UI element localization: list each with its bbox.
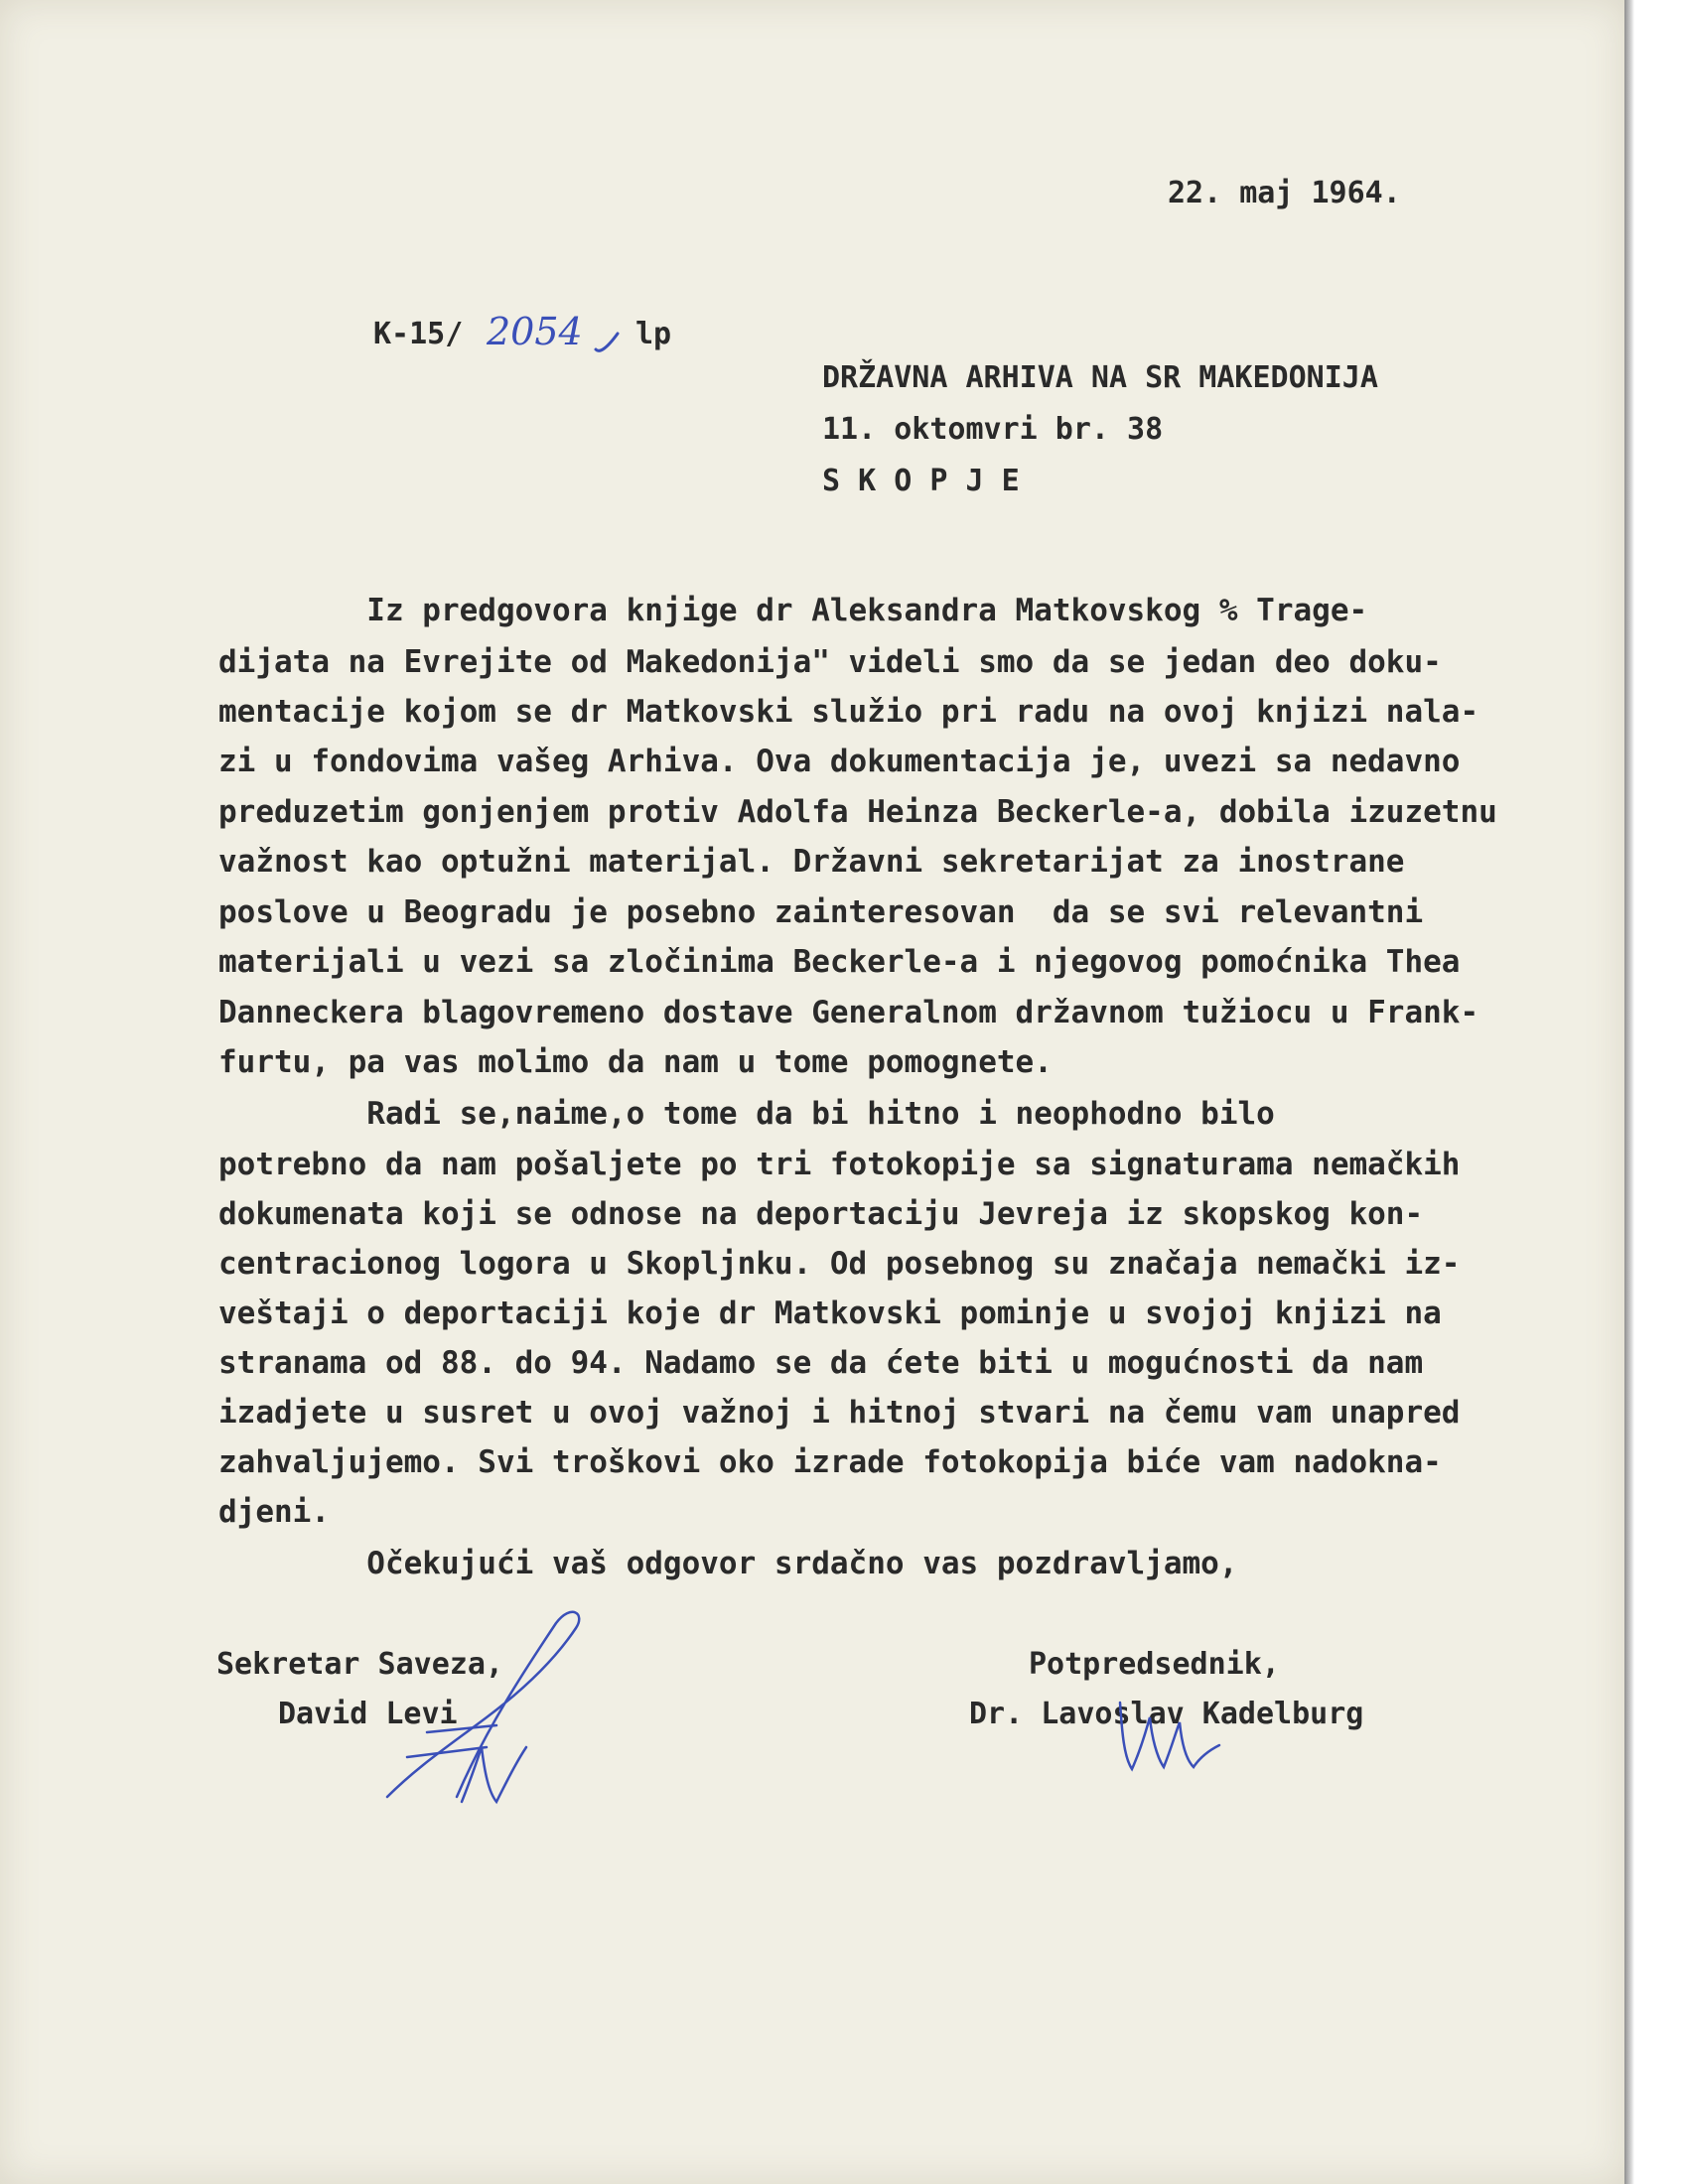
left-signatory-name: David Levi	[278, 1697, 458, 1731]
right-signatory-name: Dr. Lavoslav Kadelburg	[969, 1697, 1364, 1731]
reference-suffix: lp	[635, 317, 672, 351]
body-line: važnost kao optužni materijal. Državni sekretarijat za inostrane	[218, 844, 1405, 880]
body-line: preduzetim gonjenjem protiv Adolfa Heinza Beckerle-a, dobila izuzetnu	[218, 794, 1497, 830]
body-line: furtu, pa vas molimo da nam u tome pomognete.	[218, 1044, 1053, 1080]
body-line: materijali u vezi sa zločinima Beckerle-a i njegovog pomoćnika Thea	[218, 944, 1461, 980]
right-handwritten-signature	[1102, 1678, 1251, 1787]
body-line: stranama od 88. do 94. Nadamo se da ćete biti u mogućnosti da nam	[218, 1345, 1424, 1381]
recipient-street: 11. oktomvri br. 38	[822, 412, 1164, 447]
left-signatory-title: Sekretar Saveza,	[216, 1647, 503, 1682]
reference-checkmark	[592, 328, 622, 357]
recipient-city: S K O P J E	[822, 464, 1020, 498]
left-handwritten-signature	[377, 1598, 616, 1837]
right-signatory-title: Potpredsednik,	[1029, 1647, 1280, 1682]
body-line: dijata na Evrejite od Makedonija" videli smo da se jedan deo doku-	[218, 644, 1442, 680]
closing-line: Očekujući vaš odgovor srdačno vas pozdravljamo,	[218, 1546, 1238, 1581]
body-line: zahvaljujemo. Svi troškovi oko izrade fotokopija biće vam nadokna-	[218, 1444, 1442, 1480]
body-line: djeni.	[218, 1494, 330, 1530]
letter-date: 22. maj 1964.	[1168, 176, 1401, 210]
body-line: Danneckera blagovremeno dostave Generalnom državnom tužiocu u Frank-	[218, 995, 1479, 1030]
body-line: izadjete u susret u ovoj važnoj i hitnoj stvari na čemu vam unapred	[218, 1395, 1461, 1431]
body-line: dokumenata koji se odnose na deportaciju Jevreja iz skopskog kon-	[218, 1196, 1424, 1232]
body-line: Iz predgovora knjige dr Aleksandra Matkovskog % Trage-	[218, 593, 1368, 628]
recipient-name: DRŽAVNA ARHIVA NA SR MAKEDONIJA	[822, 360, 1378, 395]
body-line: veštaji o deportaciji koje dr Matkovski pominje u svojoj knjizi na	[218, 1296, 1442, 1331]
body-line: mentacije kojom se dr Matkovski služio pri radu na ovoj knjizi nala-	[218, 694, 1479, 730]
body-line: Radi se,naime,o tome da bi hitno i neophodno bilo	[218, 1096, 1275, 1132]
page-edge	[1624, 0, 1634, 2184]
reference-prefix: K-15/	[373, 317, 464, 351]
reference-handwritten-number: 2054	[487, 310, 583, 353]
body-line: centracionog logora u Skopljnku. Od posebnog su značaja nemački iz-	[218, 1246, 1461, 1282]
body-line: poslove u Beogradu je posebno zainteresovan da se svi relevantni	[218, 894, 1424, 930]
body-line: zi u fondovima vašeg Arhiva. Ova dokumentacija je, uvezi sa nedavno	[218, 744, 1461, 779]
body-line: potrebno da nam pošaljete po tri fotokopije sa signaturama nemačkih	[218, 1147, 1461, 1182]
